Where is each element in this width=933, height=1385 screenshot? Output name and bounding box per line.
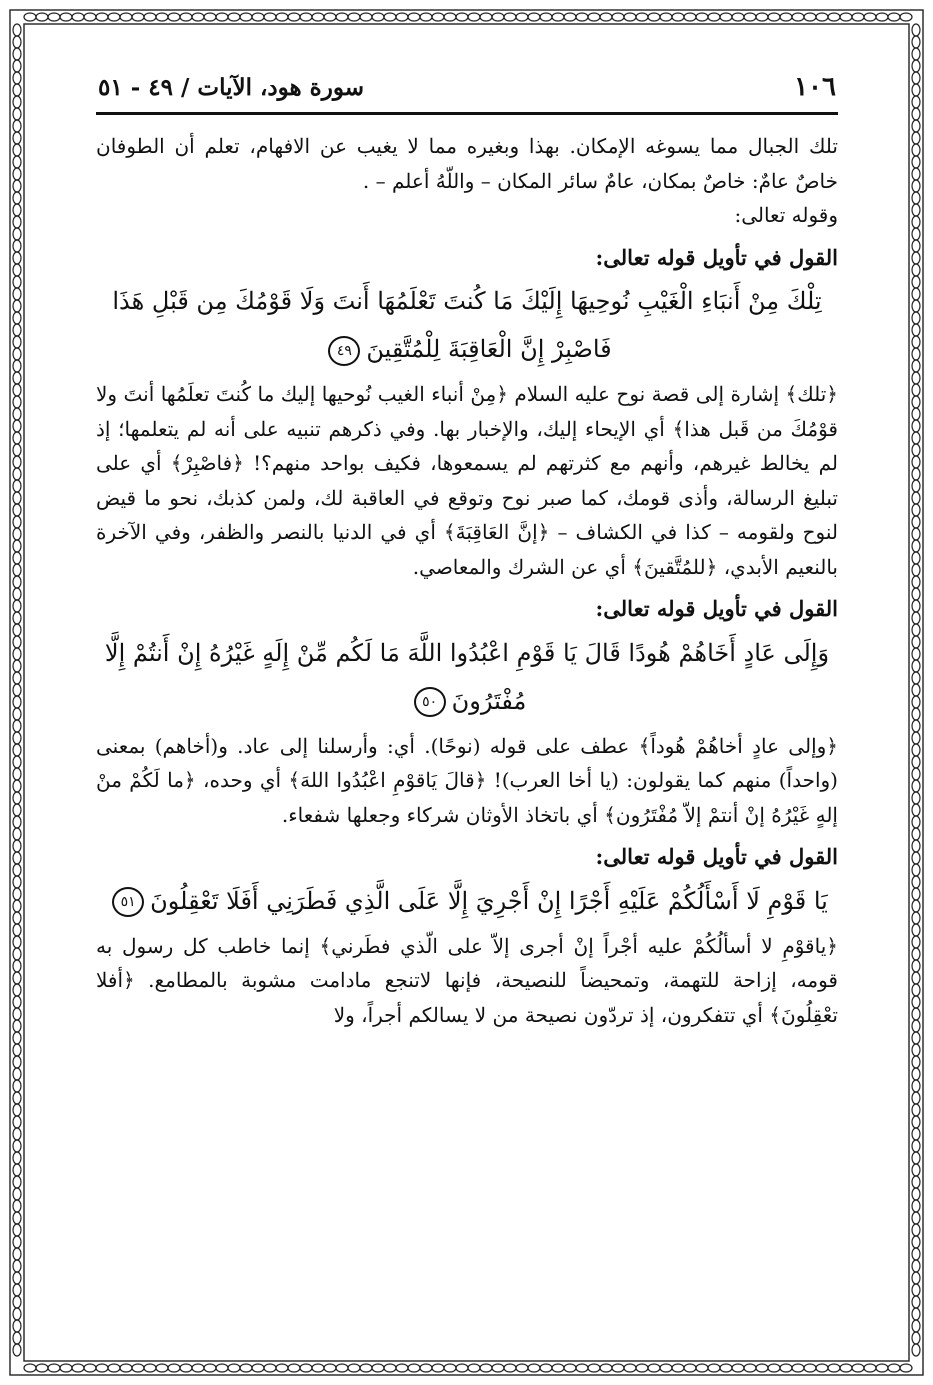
verse-text: تِلْكَ مِنْ أَنبَاءِ الْغَيْبِ نُوحِيهَا إِلَيْكَ مَا كُنتَ تَعْلَمُهَا أَنتَ وَلَا قَوْمُكَ مِن قَبْلِ هَذَا فَاصْبِرْ إِنَّ الْعَاقِبَةَ لِلْمُتَّقِينَ xyxy=(112,287,822,363)
quran-verse xyxy=(96,277,838,373)
verse-text: يَا قَوْمِ لَا أَسْأَلُكُمْ عَلَيْهِ أَجْرًا إِنْ أَجْرِيَ إِلَّا عَلَى الَّذِي فَطَرَنِي أَفَلَا تَعْقِلُونَ xyxy=(150,886,828,915)
paragraph: ﴿وإلى عادٍ أخاهُمْ هُوداً﴾ عطف على قوله (نوحًا). أي: وأرسلنا إلى عاد. و(أخاهم) بمعنى (واحداً) منهم كما يقولون: (يا أخا العرب)! ﴿قالَ يَاقوْمِ اعْبُدُوا اللهَ﴾ أي وحده، ﴿ما لَكُمْ منْ إلهٍ غَيْرُهُ إنْ أنتمْ إلاّ مُفْتَرُون﴾ أي باتخاذ الأوثان شركاء وجعلها شفعاء. xyxy=(96,733,839,827)
section-heading: القول في تأويل قوله تعالى: xyxy=(595,596,838,621)
quran-verse xyxy=(96,629,838,725)
surah-title: سورة هود، الآيات / ٤٩ - ٥١ xyxy=(98,74,364,101)
verse-number-badge: ٤٩ xyxy=(328,336,360,366)
section-heading: القول في تأويل قوله تعالى: xyxy=(595,844,838,869)
verse-text: وَإِلَى عَادٍ أَخَاهُمْ هُودًا قَالَ يَا قَوْمِ اعْبُدُوا اللَّهَ مَا لَكُم مِّنْ إِلَهٍ غَيْرُهُ إِنْ أَنتُمْ إِلَّا مُفْتَرُونَ xyxy=(104,638,830,715)
page-content xyxy=(96,115,838,1032)
verse-number-badge: ٥١ xyxy=(112,887,144,917)
paragraph: ﴿ياقوْمِ لا أسألُكُمْ عليه أجْراً إنْ أجرى إلاّ على الّذي فطَرني﴾ إنما خاطب كل رسول به قومه، إزاحة للتهمة، وتمحيضاً للنصيحة، فإنها لاتنجع مادامت مشوبة بالمطامع. ﴿أفلا تعْقِلُونَ﴾ أي تتفكرون، إذ تردّون نصيحة من لا يسالكم أجراً، ولا xyxy=(96,933,838,1027)
page-header xyxy=(96,58,838,115)
verse-number-badge: ٥٠ xyxy=(414,687,446,717)
section-heading: القول في تأويل قوله تعالى: xyxy=(595,244,838,270)
paragraph: ﴿تلك﴾ إشارة إلى قصة نوح عليه السلام ﴿مِنْ أنباء الغيب نُوحيها إليك ما كُنتَ تعلَمُها أنتَ ولا قوْمُكَ من قَبل هذا﴾ أي الإيحاء إليك، والإخبار بها. وفي ذكرهم تنبيه على أنه لم يتعلمها؛ إذ لم يخالط غيرهم، وأنهم مع كثرتهم لم يسمعوها، فكيف بواحد منهم؟! ﴿فاصْبِرْ﴾ أي على تبليغ الرسالة، وأذى قومك، كما صبر نوح وتوقع في العاقبة لك، ولمن كذبك، نحو ما قيض لنوح ولقومه – كذا في الكشاف – ﴿إنَّ العَاقِبَةَ﴾ أي في الدنيا بالنصر والظفر، وفي الآخرة بالنعيم الأبدي، ﴿للمُتَّقينَ﴾ أي عن الشرك والمعاصي. xyxy=(96,382,838,579)
book-page xyxy=(96,58,838,1348)
paragraph: تلك الجبال مما يسوغه الإمكان. بهذا وبغيره مما لا يغيب عن الافهام، تعلم أن الطوفان خاصٌ عامٌ: خاصٌ بمكان، عامٌ سائر المكان – واللّهُ أعلم – . xyxy=(96,134,838,193)
paragraph: وقوله تعالى: xyxy=(734,203,838,227)
page-number: ١٠٦ xyxy=(794,72,836,102)
quran-verse xyxy=(96,877,838,925)
